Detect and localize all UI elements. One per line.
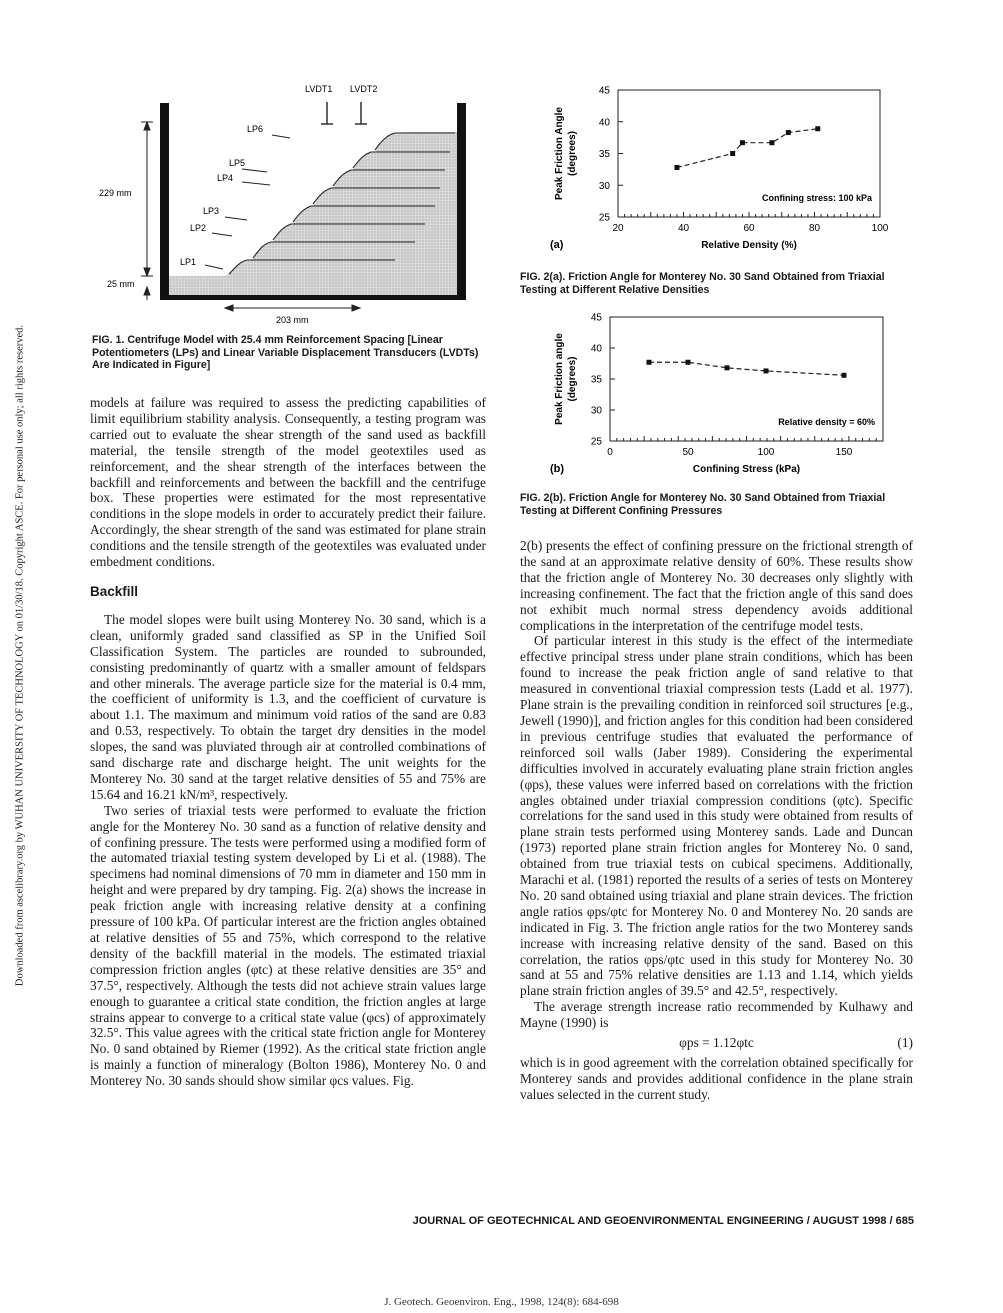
data-point [647,360,652,365]
height-label: 229 mm [99,188,132,198]
lp6-label: LP6 [247,124,264,134]
left-paragraph-1: models at failure was required to assess the predicting capabilities of limit equilibrium stability analysis. Consequently, a testing program was carried out to evaluate the shear strength of the sand used as backfill material, the tensile strength of the model geotextiles used as reinforcement, and the shear strength of the interfaces between the backfill and reinforcements and between the backfill and the centrifuge box. These properties were estimated for the most representative conditions in the slope models in order to accurately predict their failure. Accordingly, the shear strength of the sand was estimated for plane strain conditions and the tensile strength of the geotextiles was evaluated under embedment conditions. [90,395,486,570]
series-line [677,129,818,168]
left-paragraph-2: The model slopes were built using Monterey No. 30 sand, which is a clean, uniformly graded sand classified as SP in the Unified Soil Classification System. The particles are rounded to subrounded, consisting predominantly of quartz with a smaller amount of feldspars and other minerals. The average particle size for the material is 0.4 mm, the coefficient of uniformity is 1.3, and the coefficient of curvature is about 1.1. The maximum and minimum void ratios of the sand are 0.83 and 0.53, respectively. To obtain the target dry densities in the model slopes, the sand was pluviated through air at controlled combinations of sand discharge rate and discharge height. The unit weights for the Monterey No. 30 sand at the target relative densities of 55 and 75% are 15.64 and 16.21 kN/m³, respectively. [90,611,486,802]
right-column [520,538,913,1103]
fig2b-chart [540,308,900,490]
y-axis-label-units: (degrees) [567,356,578,402]
data-point [769,140,774,145]
x-axis-label: Confining Stress (kPa) [692,464,801,475]
download-notice: Downloaded from ascelibrary.org by WUHAN UNIVERSITY OF TECHNOLOGY on 01/30/18. Copyright ASCE. For personal use only; all rights reserved. [14,324,26,987]
x-tick-label: 100 [871,223,889,234]
right-paragraph-2: Of particular interest in this study is the effect of the intermediate effective principal stress under plane strain conditions, which has been found to increase the peak friction angle of sand relative to that measured in conventional triaxial compression tests (Ladd et al. 1977). Plane strain is the prevailing condition in reinforced soil structures [e.g., Jewell (1990)], and friction angles for this condition had been considered in previous centrifuge studies that evaluated the performance of reinforced soil walls (Jaber 1989). Considering the experimental difficulties involved in accurately evaluating plane strain friction angles (φps), these values were inferred based on correlations with the friction angles obtained under triaxial compression conditions (φtc). Specific correlations for the sand used in this study were obtained from results of plane strain tests performed using Monterey sands. Lade and Duncan (1973) reported plane strain friction angles for Monterey No. 0 sand, obtained from true triaxial tests on cubical specimens. Additionally, Marachi et al. (1981) reported the results of a series of tests on Monterey No. 20 sand obtained using triaxial and plane strain devices. The friction angle ratios φps/φtc for Monterey No. 0 and Monterey No. 20 sands are indicated in Fig. 3. The friction angle ratios for the two Monterey sands increase with increasing relative density of the sand. Based on this correlation, the ratios φps/φtc used in this study for Monterey No. 30 sand at 55 and 75% relative densities are 1.13 and 1.14, which yields plane strain friction angles of 39.5° and 42.5°, respectively. [520,633,913,999]
equation-1 [520,1035,913,1051]
fig1-centrifuge-model [95,78,490,333]
box-left-wall [160,103,169,299]
chart-annotation: Relative density = 60% [778,417,875,427]
y-tick-label: 30 [598,180,610,192]
x-tick-label: 20 [612,223,624,234]
x-tick-label: 50 [682,447,694,458]
right-paragraph-3: The average strength increase ratio recommended by Kulhawy and Mayne (1990) is [520,999,913,1031]
data-point [764,368,769,373]
y-tick-label: 35 [590,374,602,386]
y-tick-label: 25 [590,436,602,448]
journal-footer: JOURNAL OF GEOTECHNICAL AND GEOENVIRONMENTAL ENGINEERING / AUGUST 1998 / 685 [412,1215,914,1227]
lp1-label: LP1 [180,257,197,267]
data-point [740,140,745,145]
data-point [786,130,791,135]
fig2a-chart [540,80,900,270]
chart-annotation: Confining stress: 100 kPa [761,193,872,203]
box-right-wall [457,103,466,299]
lvdt1-label: LVDT1 [305,84,333,94]
box-base [160,295,466,300]
lvdt-rods [321,102,367,124]
x-tick-label: 100 [757,447,775,458]
y-axis-label: Peak Friction angle [554,333,565,425]
right-paragraph-4: which is in good agreement with the correlation obtained specifically for Monterey sands and provides additional confidence in the plane strain values selected in the current study. [520,1055,913,1102]
width-label: 203 mm [276,315,309,325]
y-tick-label: 45 [590,312,602,324]
panel-label: (b) [550,463,565,475]
lp5-label: LP5 [229,158,246,168]
y-tick-label: 40 [590,343,602,355]
x-tick-label: 0 [607,447,613,458]
right-paragraph-1: 2(b) presents the effect of confining pressure on the frictional strength of the sand at an approximate relative density of 60%. These results show that the friction angle of Monterey No. 30 decreases only slightly with increasing confinement. The fact that the friction angle of this sand does not exhibit much normal stress dependency avoids additional complications in the interpretation of the centrifuge model tests. [520,538,913,633]
sand-base-layer [169,276,457,295]
left-column [90,395,486,1089]
equation-number: (1) [897,1035,913,1051]
x-tick-label: 150 [835,447,853,458]
x-tick-label: 60 [743,223,755,234]
x-tick-label: 80 [808,223,821,234]
y-tick-label: 35 [598,149,610,160]
lp4-label: LP4 [217,173,234,183]
equation-text: φps = 1.12φtc [679,1035,754,1051]
x-axis-label: Relative Density (%) [701,240,797,251]
y-tick-label: 40 [598,117,610,129]
y-tick-label: 45 [598,85,610,97]
lp2-label: LP2 [190,223,207,233]
data-point [725,365,730,370]
citation-line: J. Geotech. Geoenviron. Eng., 1998, 124(8): 684-698 [384,1296,619,1308]
y-tick-label: 30 [590,405,602,417]
left-paragraph-3: Two series of triaxial tests were performed to evaluate the friction angle for the Monterey No. 30 sand as a function of relative density and of confining pressure. The tests were performed using a modified form of the automated triaxial testing system developed by Li et al. (1988). The specimens had nominal dimensions of 70 mm in diameter and 150 mm in height and were prepared by dry tamping. Fig. 2(a) shows the increase in peak friction angle with increasing relative density at a confining pressure of 100 kPa. Of particular interest are the friction angles obtained at relative densities of 55 and 75%, which correspond to the relative density of the backfill material in the models. The estimated triaxial compression friction angles (φtc) at these relative densities are 35° and 37.5°, respectively. Although the tests did not achieve strain values large enough to guarantee a critical state condition, the friction angles at large strains appear to converge to a critical state value (φcs) of approximately 32.5°. This value agrees with the critical state friction angle for Monterey No. 0 sand obtained by Riemer (1992). As the critical state friction angle is mainly a function of mineralogy (Bolton 1986), Monterey No. 0 and Monterey No. 30 sands should show similar φcs values. Fig. [90,802,486,1089]
section-heading-backfill: Backfill [90,583,139,599]
fig1-caption: FIG. 1. Centrifuge Model with 25.4 mm Reinforcement Spacing [Linear Potentiometers (LPs) and Linear Variable Displacement Transducers (LVDTs) Are Indicated in Figure] [92,334,479,371]
data-point [815,126,820,131]
y-axis-label: Peak Friction Angle [554,107,565,200]
data-point [730,151,735,156]
lvdt2-label: LVDT2 [350,84,378,94]
fig2b-caption: FIG. 2(b). Friction Angle for Monterey No. 30 Sand Obtained from Triaxial Testing at Different Confining Pressures [520,492,886,517]
panel-label: (a) [550,239,564,251]
data-point [842,373,847,378]
base-label: 25 mm [107,279,135,289]
lp3-label: LP3 [203,206,220,216]
x-tick-label: 40 [677,223,690,234]
fig2a-caption: FIG. 2(a). Friction Angle for Monterey No. 30 Sand Obtained from Triaxial Testing at Different Relative Densities [520,271,885,296]
series-line [649,362,844,375]
y-tick-label: 25 [598,212,610,224]
data-point [686,360,691,365]
y-axis-label-units: (degrees) [567,130,578,177]
data-point [674,165,679,170]
